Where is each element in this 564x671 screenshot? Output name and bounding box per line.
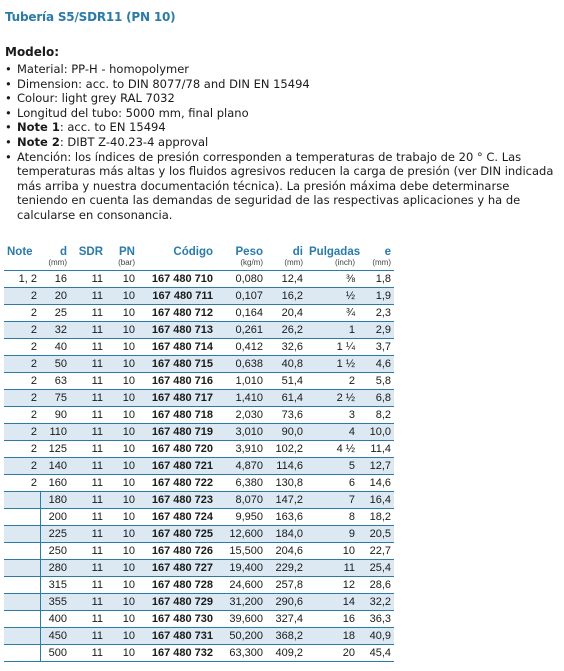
cell-sdr: 11 (70, 305, 106, 322)
cell-pn: 10 (106, 543, 138, 560)
table-row (4, 611, 394, 628)
cell-peso: 19,400 (216, 560, 266, 577)
table-row (4, 322, 394, 339)
cell-e: 14,6 (358, 475, 394, 492)
cell-pulgadas: 2 (306, 373, 358, 390)
cell-note: 1, 2 (4, 271, 40, 288)
cell-sdr: 11 (70, 594, 106, 611)
header-d: d (59, 246, 67, 258)
cell-codigo: 167 480 730 (138, 611, 216, 628)
cell-d: 400 (40, 611, 70, 628)
cell-codigo: 167 480 722 (138, 475, 216, 492)
cell-pulgadas: 16 (306, 611, 358, 628)
cell-e: 12,7 (358, 458, 394, 475)
cell-peso: 12,600 (216, 526, 266, 543)
cell-pulgadas: 7 (306, 492, 358, 509)
cell-peso: 0,412 (216, 339, 266, 356)
cell-note (4, 628, 40, 645)
header-pn: PN (119, 246, 135, 258)
table-row (4, 594, 394, 611)
table-row (4, 288, 394, 305)
cell-note: 2 (4, 356, 40, 373)
cell-codigo: 167 480 729 (138, 594, 216, 611)
table-body (4, 271, 394, 662)
cell-d: 75 (40, 390, 70, 407)
cell-d: 110 (40, 424, 70, 441)
cell-sdr: 11 (70, 322, 106, 339)
cell-di: 114,6 (266, 458, 306, 475)
cell-di: 257,8 (266, 577, 306, 594)
cell-di: 290,6 (266, 594, 306, 611)
cell-pulgadas: 9 (306, 526, 358, 543)
spec-item: • Atención: los índices de presión corresponden a temperaturas de trabajo de 20 ° C. Las temperaturas más altas y los fluidos agresivos reducen la carga de presión (ver DIN indicada más arriba y nuestra documentación técnica). La presión máxima debe determinarse teniendo en cuenta las demandas de seguridad de las respectivas aplicaciones y ha de calcularse en consonancia. (5, 150, 555, 223)
cell-pulgadas: 6 (306, 475, 358, 492)
unit-codigo (138, 258, 216, 271)
cell-di: 61,4 (266, 390, 306, 407)
cell-sdr: 11 (70, 543, 106, 560)
cell-pulgadas: ¾ (306, 305, 358, 322)
table-row (4, 373, 394, 390)
cell-codigo: 167 480 721 (138, 458, 216, 475)
cell-di: 16,2 (266, 288, 306, 305)
cell-pn: 10 (106, 594, 138, 611)
table-row (4, 543, 394, 560)
cell-pulgadas: 4 (306, 424, 358, 441)
cell-note (4, 594, 40, 611)
cell-pn: 10 (106, 645, 138, 662)
cell-pn: 10 (106, 288, 138, 305)
cell-pn: 10 (106, 322, 138, 339)
unit-pulgadas: (inch) (306, 258, 358, 271)
spec-item: • Note 2: DIBT Z-40.23-4 approval (5, 135, 555, 150)
cell-d: 125 (40, 441, 70, 458)
cell-d: 20 (40, 288, 70, 305)
cell-pn: 10 (106, 339, 138, 356)
cell-pulgadas: 10 (306, 543, 358, 560)
cell-codigo: 167 480 719 (138, 424, 216, 441)
cell-d: 180 (40, 492, 70, 509)
cell-peso: 9,950 (216, 509, 266, 526)
cell-pn: 10 (106, 407, 138, 424)
cell-peso: 39,600 (216, 611, 266, 628)
cell-note: 2 (4, 339, 40, 356)
cell-peso: 4,870 (216, 458, 266, 475)
cell-d: 280 (40, 560, 70, 577)
cell-pn: 10 (106, 441, 138, 458)
table-row (4, 577, 394, 594)
cell-d: 500 (40, 645, 70, 662)
cell-d: 140 (40, 458, 70, 475)
header-di: di (292, 246, 303, 258)
cell-peso: 3,010 (216, 424, 266, 441)
cell-codigo: 167 480 714 (138, 339, 216, 356)
cell-peso: 2,030 (216, 407, 266, 424)
cell-e: 18,2 (358, 509, 394, 526)
cell-pulgadas: 5 (306, 458, 358, 475)
cell-note: 2 (4, 373, 40, 390)
cell-sdr: 11 (70, 458, 106, 475)
cell-di: 40,8 (266, 356, 306, 373)
cell-d: 355 (40, 594, 70, 611)
header-codigo: Código (173, 246, 213, 258)
table-row (4, 509, 394, 526)
unit-pn: (bar) (106, 258, 138, 271)
cell-note: 2 (4, 475, 40, 492)
cell-di: 20,4 (266, 305, 306, 322)
cell-sdr: 11 (70, 441, 106, 458)
table-units-row (4, 258, 394, 271)
table-row (4, 526, 394, 543)
cell-peso: 24,600 (216, 577, 266, 594)
spec-item: • Colour: light grey RAL 7032 (5, 91, 555, 106)
cell-codigo: 167 480 711 (138, 288, 216, 305)
header-e: e (384, 246, 391, 258)
page-title: Tubería S5/SDR11 (PN 10) (5, 10, 176, 24)
cell-codigo: 167 480 723 (138, 492, 216, 509)
cell-di: 130,8 (266, 475, 306, 492)
cell-pn: 10 (106, 271, 138, 288)
cell-e: 1,8 (358, 271, 394, 288)
cell-d: 315 (40, 577, 70, 594)
cell-note (4, 560, 40, 577)
cell-codigo: 167 480 727 (138, 560, 216, 577)
cell-peso: 6,380 (216, 475, 266, 492)
cell-pn: 10 (106, 424, 138, 441)
cell-pn: 10 (106, 390, 138, 407)
model-heading: Modelo: (5, 45, 60, 59)
cell-pn: 10 (106, 492, 138, 509)
cell-note: 2 (4, 390, 40, 407)
table-row (4, 475, 394, 492)
table-row (4, 458, 394, 475)
cell-note (4, 611, 40, 628)
cell-di: 368,2 (266, 628, 306, 645)
cell-peso: 15,500 (216, 543, 266, 560)
cell-sdr: 11 (70, 628, 106, 645)
cell-pulgadas: 1 ½ (306, 356, 358, 373)
cell-note (4, 543, 40, 560)
cell-note (4, 645, 40, 662)
cell-pulgadas: 8 (306, 509, 358, 526)
cell-note (4, 509, 40, 526)
table-row (4, 356, 394, 373)
unit-e: (mm) (358, 258, 394, 271)
table-row (4, 628, 394, 645)
cell-di: 102,2 (266, 441, 306, 458)
cell-note: 2 (4, 322, 40, 339)
cell-e: 25,4 (358, 560, 394, 577)
cell-d: 225 (40, 526, 70, 543)
cell-d: 16 (40, 271, 70, 288)
cell-pn: 10 (106, 305, 138, 322)
cell-d: 63 (40, 373, 70, 390)
unit-d: (mm) (40, 258, 70, 271)
cell-pulgadas: ⅜ (306, 271, 358, 288)
cell-codigo: 167 480 731 (138, 628, 216, 645)
cell-peso: 0,261 (216, 322, 266, 339)
cell-pulgadas: ½ (306, 288, 358, 305)
table-row (4, 271, 394, 288)
cell-d: 90 (40, 407, 70, 424)
spec-item: • Dimension: acc. to DIN 8077/78 and DIN EN 15494 (5, 77, 555, 92)
cell-sdr: 11 (70, 407, 106, 424)
spec-item: • Longitud del tubo: 5000 mm, final plano (5, 106, 555, 121)
cell-peso: 0,638 (216, 356, 266, 373)
cell-codigo: 167 480 715 (138, 356, 216, 373)
cell-d: 50 (40, 356, 70, 373)
cell-di: 409,2 (266, 645, 306, 662)
cell-codigo: 167 480 718 (138, 407, 216, 424)
cell-e: 1,9 (358, 288, 394, 305)
unit-di: (mm) (266, 258, 306, 271)
cell-pn: 10 (106, 628, 138, 645)
unit-note (4, 258, 40, 271)
cell-pulgadas: 14 (306, 594, 358, 611)
spec-table (4, 244, 394, 662)
cell-pn: 10 (106, 577, 138, 594)
spec-item: • Material: PP-H - homopolymer (5, 62, 555, 77)
cell-sdr: 11 (70, 339, 106, 356)
cell-di: 147,2 (266, 492, 306, 509)
cell-codigo: 167 480 732 (138, 645, 216, 662)
cell-peso: 3,910 (216, 441, 266, 458)
cell-di: 73,6 (266, 407, 306, 424)
table-row (4, 390, 394, 407)
cell-pn: 10 (106, 458, 138, 475)
cell-peso: 1,410 (216, 390, 266, 407)
header-pulgadas: Pulgadas (309, 246, 361, 258)
cell-pn: 10 (106, 356, 138, 373)
cell-di: 51,4 (266, 373, 306, 390)
cell-e: 40,9 (358, 628, 394, 645)
cell-sdr: 11 (70, 611, 106, 628)
cell-codigo: 167 480 712 (138, 305, 216, 322)
cell-e: 22,7 (358, 543, 394, 560)
cell-note: 2 (4, 407, 40, 424)
unit-sdr (70, 258, 106, 271)
cell-sdr: 11 (70, 645, 106, 662)
cell-peso: 31,200 (216, 594, 266, 611)
cell-e: 32,2 (358, 594, 394, 611)
cell-pulgadas: 1 ¼ (306, 339, 358, 356)
cell-note (4, 492, 40, 509)
cell-peso: 0,164 (216, 305, 266, 322)
cell-sdr: 11 (70, 526, 106, 543)
cell-sdr: 11 (70, 271, 106, 288)
cell-peso: 63,300 (216, 645, 266, 662)
cell-pn: 10 (106, 475, 138, 492)
header-note: Note (7, 246, 33, 258)
cell-codigo: 167 480 725 (138, 526, 216, 543)
cell-sdr: 11 (70, 390, 106, 407)
cell-di: 163,6 (266, 509, 306, 526)
cell-d: 450 (40, 628, 70, 645)
table-row (4, 645, 394, 662)
cell-sdr: 11 (70, 560, 106, 577)
cell-di: 90,0 (266, 424, 306, 441)
cell-note: 2 (4, 305, 40, 322)
cell-peso: 1,010 (216, 373, 266, 390)
cell-e: 11,4 (358, 441, 394, 458)
cell-di: 26,2 (266, 322, 306, 339)
cell-note: 2 (4, 288, 40, 305)
header-peso: Peso (235, 246, 263, 258)
cell-peso: 8,070 (216, 492, 266, 509)
header-sdr: SDR (78, 246, 103, 258)
cell-d: 250 (40, 543, 70, 560)
table-row (4, 560, 394, 577)
cell-d: 25 (40, 305, 70, 322)
cell-d: 32 (40, 322, 70, 339)
cell-pulgadas: 3 (306, 407, 358, 424)
cell-note (4, 577, 40, 594)
cell-codigo: 167 480 717 (138, 390, 216, 407)
cell-note: 2 (4, 458, 40, 475)
cell-d: 200 (40, 509, 70, 526)
cell-e: 5,8 (358, 373, 394, 390)
cell-di: 327,4 (266, 611, 306, 628)
cell-pulgadas: 11 (306, 560, 358, 577)
spec-item: • Note 1: acc. to EN 15494 (5, 120, 555, 135)
cell-pn: 10 (106, 373, 138, 390)
cell-peso: 0,107 (216, 288, 266, 305)
table-row (4, 441, 394, 458)
cell-di: 32,6 (266, 339, 306, 356)
cell-di: 204,6 (266, 543, 306, 560)
cell-e: 45,4 (358, 645, 394, 662)
cell-codigo: 167 480 713 (138, 322, 216, 339)
cell-codigo: 167 480 710 (138, 271, 216, 288)
table-row (4, 339, 394, 356)
cell-sdr: 11 (70, 577, 106, 594)
cell-e: 6,8 (358, 390, 394, 407)
cell-sdr: 11 (70, 288, 106, 305)
cell-pn: 10 (106, 560, 138, 577)
cell-d: 160 (40, 475, 70, 492)
cell-d: 40 (40, 339, 70, 356)
cell-e: 28,6 (358, 577, 394, 594)
cell-pn: 10 (106, 509, 138, 526)
cell-codigo: 167 480 720 (138, 441, 216, 458)
cell-pulgadas: 2 ½ (306, 390, 358, 407)
cell-e: 2,3 (358, 305, 394, 322)
cell-peso: 50,200 (216, 628, 266, 645)
spec-list (5, 62, 555, 223)
cell-pulgadas: 20 (306, 645, 358, 662)
cell-pulgadas: 1 (306, 322, 358, 339)
cell-codigo: 167 480 724 (138, 509, 216, 526)
table-row (4, 492, 394, 509)
cell-sdr: 11 (70, 356, 106, 373)
cell-sdr: 11 (70, 373, 106, 390)
cell-sdr: 11 (70, 424, 106, 441)
cell-sdr: 11 (70, 509, 106, 526)
cell-note: 2 (4, 424, 40, 441)
cell-codigo: 167 480 726 (138, 543, 216, 560)
cell-codigo: 167 480 716 (138, 373, 216, 390)
cell-di: 229,2 (266, 560, 306, 577)
cell-sdr: 11 (70, 492, 106, 509)
unit-peso: (kg/m) (216, 258, 266, 271)
cell-e: 36,3 (358, 611, 394, 628)
cell-e: 4,6 (358, 356, 394, 373)
cell-pulgadas: 12 (306, 577, 358, 594)
table-row (4, 407, 394, 424)
cell-e: 10,0 (358, 424, 394, 441)
cell-e: 2,9 (358, 322, 394, 339)
cell-pn: 10 (106, 526, 138, 543)
cell-peso: 0,080 (216, 271, 266, 288)
cell-e: 20,5 (358, 526, 394, 543)
cell-note (4, 526, 40, 543)
cell-di: 12,4 (266, 271, 306, 288)
cell-pn: 10 (106, 611, 138, 628)
cell-pulgadas: 18 (306, 628, 358, 645)
cell-e: 16,4 (358, 492, 394, 509)
cell-e: 3,7 (358, 339, 394, 356)
cell-sdr: 11 (70, 475, 106, 492)
table-row (4, 305, 394, 322)
cell-e: 8,2 (358, 407, 394, 424)
cell-note: 2 (4, 441, 40, 458)
table-row (4, 424, 394, 441)
cell-pulgadas: 4 ½ (306, 441, 358, 458)
cell-codigo: 167 480 728 (138, 577, 216, 594)
cell-di: 184,0 (266, 526, 306, 543)
table-header-row (4, 244, 394, 258)
